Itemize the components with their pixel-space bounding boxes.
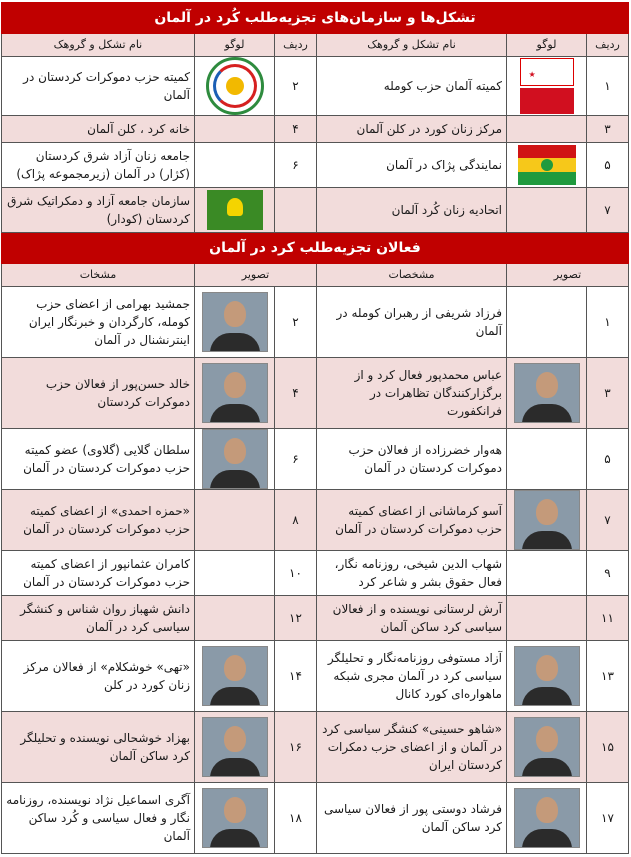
org-logo-cell (195, 57, 275, 116)
activist-photo-cell (195, 287, 275, 358)
activist-number: ۱ (587, 287, 629, 358)
activist-photo-cell (195, 429, 275, 490)
org-number: ۲ (275, 57, 317, 116)
col-header-name: نام تشکل و گروهک (1, 34, 194, 57)
activist-photo-cell (195, 551, 275, 596)
org-number: ۷ (587, 188, 629, 233)
activist-photo-cell (195, 358, 275, 429)
activist-details: آرش لرستانی نویسنده و از فعالان سیاسی کرد ساکن آلمان (317, 596, 507, 641)
col-header-logo: لوگو (507, 34, 587, 57)
activist-row (1, 490, 628, 551)
org-logo-cell (195, 143, 275, 188)
activist-number: ۴ (275, 358, 317, 429)
portrait-photo (202, 429, 268, 489)
col-header-name: نام تشکل و گروهک (317, 34, 507, 57)
activist-photo-cell (507, 490, 587, 551)
col-header-details: مشخصات (317, 264, 507, 287)
activist-details: کامران عثمانپور از اعضای کمیته حزب دموکرات کردستان در آلمان (1, 551, 194, 596)
col-header-num: ردیف (275, 34, 317, 57)
activist-details: دانش شهباز روان شناس و کنشگر سیاسی کرد در آلمان (1, 596, 194, 641)
activist-details: فرشاد دوستی پور از فعالان سیاسی کرد ساکن آلمان (317, 783, 507, 854)
activist-number: ۵ (587, 429, 629, 490)
activist-photo-cell (195, 490, 275, 551)
activist-photo-cell (195, 783, 275, 854)
org-row (1, 116, 628, 143)
activist-number: ۷ (587, 490, 629, 551)
portrait-photo (514, 717, 580, 777)
kodar-logo-icon (207, 190, 263, 230)
activist-details: شهاب الدین شیخی، روزنامه نگار، فعال حقوق بشر و شاعر کرد (317, 551, 507, 596)
org-name: خانه کرد ، کلن آلمان (1, 116, 194, 143)
activist-row (1, 429, 628, 490)
activist-photo-cell (507, 596, 587, 641)
org-name: جامعه زنان آزاد شرق کردستان (کژار) در آلمان (زیرمجموعه پژاک) (1, 143, 194, 188)
org-logo-cell (507, 116, 587, 143)
org-number: ۶ (275, 143, 317, 188)
activist-number: ۱۵ (587, 712, 629, 783)
activist-details: «شاهو حسینی» کنشگر سیاسی کرد در آلمان و از اعضای حزب دمکرات کردستان ایران (317, 712, 507, 783)
col-header-photo: تصویر (507, 264, 629, 287)
org-name: کمیته حزب دموکرات کردستان در آلمان (1, 57, 194, 116)
kdp-logo-icon (206, 57, 264, 115)
activist-number: ۳ (587, 358, 629, 429)
orgs-title-row (1, 3, 628, 34)
org-number (275, 188, 317, 233)
activist-number: ۹ (587, 551, 629, 596)
portrait-photo (202, 363, 268, 423)
col-header-logo: لوگو (195, 34, 275, 57)
activist-details: «تهی» خوشکلام» از فعالان مرکز زنان کورد در کلن (1, 641, 194, 712)
portrait-photo (202, 646, 268, 706)
activist-details: جمشید بهرامی از اعضای حزب کومله، کارگردان و خبرنگار ایران اینترنشنال در آلمان (1, 287, 194, 358)
col-header-photo: تصویر (195, 264, 317, 287)
activist-photo-cell (195, 596, 275, 641)
activists-header-row (1, 264, 628, 287)
activist-row (1, 551, 628, 596)
activist-details: آزاد مستوفی روزنامه‌نگار و تحلیلگر سیاسی کرد در آلمان مجری شبکه ماهواره‌ای کورد کانال (317, 641, 507, 712)
org-name: سازمان جامعه آزاد و دمکراتیک شرق کردستان (کودار) (1, 188, 194, 233)
activist-number: ۸ (275, 490, 317, 551)
org-name: اتحادیه زنان کُرد آلمان (317, 188, 507, 233)
org-logo-cell (507, 143, 587, 188)
activist-details: عباس محمدپور فعال کرد و از برگزارکنندگان تظاهرات در فرانکفورت (317, 358, 507, 429)
activist-photo-cell (507, 712, 587, 783)
activist-details: سلطان گلایی (گلاوی) عضو کمیته حزب دموکرات کردستان در آلمان (1, 429, 194, 490)
activist-number: ۱۱ (587, 596, 629, 641)
activist-number: ۱۷ (587, 783, 629, 854)
portrait-photo (514, 363, 580, 423)
portrait-photo (202, 292, 268, 352)
activist-number: ۱۶ (275, 712, 317, 783)
activist-number: ۲ (275, 287, 317, 358)
pjak-flag-icon (518, 145, 576, 185)
activist-details: آگری اسماعیل نژاد نویسنده، روزنامه نگار و فعال سیاسی و کُرد ساکن آلمان (1, 783, 194, 854)
org-number: ۳ (587, 116, 629, 143)
activist-details: فرزاد شریفی از رهبران کومله در آلمان (317, 287, 507, 358)
activist-photo-cell (507, 429, 587, 490)
org-name: مرکز زنان کورد در کلن آلمان (317, 116, 507, 143)
activist-number: ۱۰ (275, 551, 317, 596)
activist-details: خالد حسن‌پور از فعالان حزب دموکرات کردستان (1, 358, 194, 429)
org-logo-cell (195, 116, 275, 143)
portrait-photo (202, 788, 268, 848)
portrait-photo (514, 646, 580, 706)
activists-title-row (1, 233, 628, 264)
activist-photo-cell (507, 783, 587, 854)
main-table (1, 2, 629, 854)
orgs-header-row (1, 34, 628, 57)
activist-number: ۱۲ (275, 596, 317, 641)
org-row (1, 143, 628, 188)
kurdish-groups-document (2, 2, 629, 853)
activist-number: ۶ (275, 429, 317, 490)
komala-logo-icon: ★ (520, 58, 574, 114)
activist-number: ۱۳ (587, 641, 629, 712)
activist-details: «حمزه احمدی» از اعضای کمیته حزب دموکرات کردستان در آلمان (1, 490, 194, 551)
activist-photo-cell (507, 358, 587, 429)
org-row (1, 57, 628, 116)
activist-row (1, 358, 628, 429)
portrait-photo (514, 490, 580, 550)
activist-photo-cell (195, 712, 275, 783)
portrait-photo (514, 788, 580, 848)
org-number: ۱ (587, 57, 629, 116)
org-name: کمیته آلمان حزب کومله (317, 57, 507, 116)
org-number: ۵ (587, 143, 629, 188)
activist-row (1, 287, 628, 358)
activist-photo-cell (507, 551, 587, 596)
org-logo-cell (195, 188, 275, 233)
activist-number: ۱۴ (275, 641, 317, 712)
activists-section-title: فعالان تجزیه‌طلب کرد در آلمان (1, 233, 628, 264)
org-row (1, 188, 628, 233)
activist-row (1, 596, 628, 641)
activist-row (1, 712, 628, 783)
activist-row (1, 783, 628, 854)
activist-photo-cell (507, 641, 587, 712)
portrait-photo (202, 717, 268, 777)
activist-number: ۱۸ (275, 783, 317, 854)
col-header-num: ردیف (587, 34, 629, 57)
orgs-section-title: تشکل‌ها و سازمان‌های تجزیه‌طلب کُرد در آلمان (1, 3, 628, 34)
activist-details: هه‌وار خضرزاده از فعالان حزب دموکرات کردستان در آلمان (317, 429, 507, 490)
activist-row (1, 641, 628, 712)
activist-photo-cell (195, 641, 275, 712)
org-number: ۴ (275, 116, 317, 143)
activist-photo-cell (507, 287, 587, 358)
activist-details: آسو کرماشانی از اعضای کمیته حزب دموکرات کردستان در آلمان (317, 490, 507, 551)
org-logo-cell (507, 57, 587, 116)
org-name: نمایندگی پژاک در آلمان (317, 143, 507, 188)
activist-details: بهزاد خوشحالی نویسنده و تحلیلگر کرد ساکن آلمان (1, 712, 194, 783)
org-logo-cell (507, 188, 587, 233)
col-header-details: مشخات (1, 264, 194, 287)
